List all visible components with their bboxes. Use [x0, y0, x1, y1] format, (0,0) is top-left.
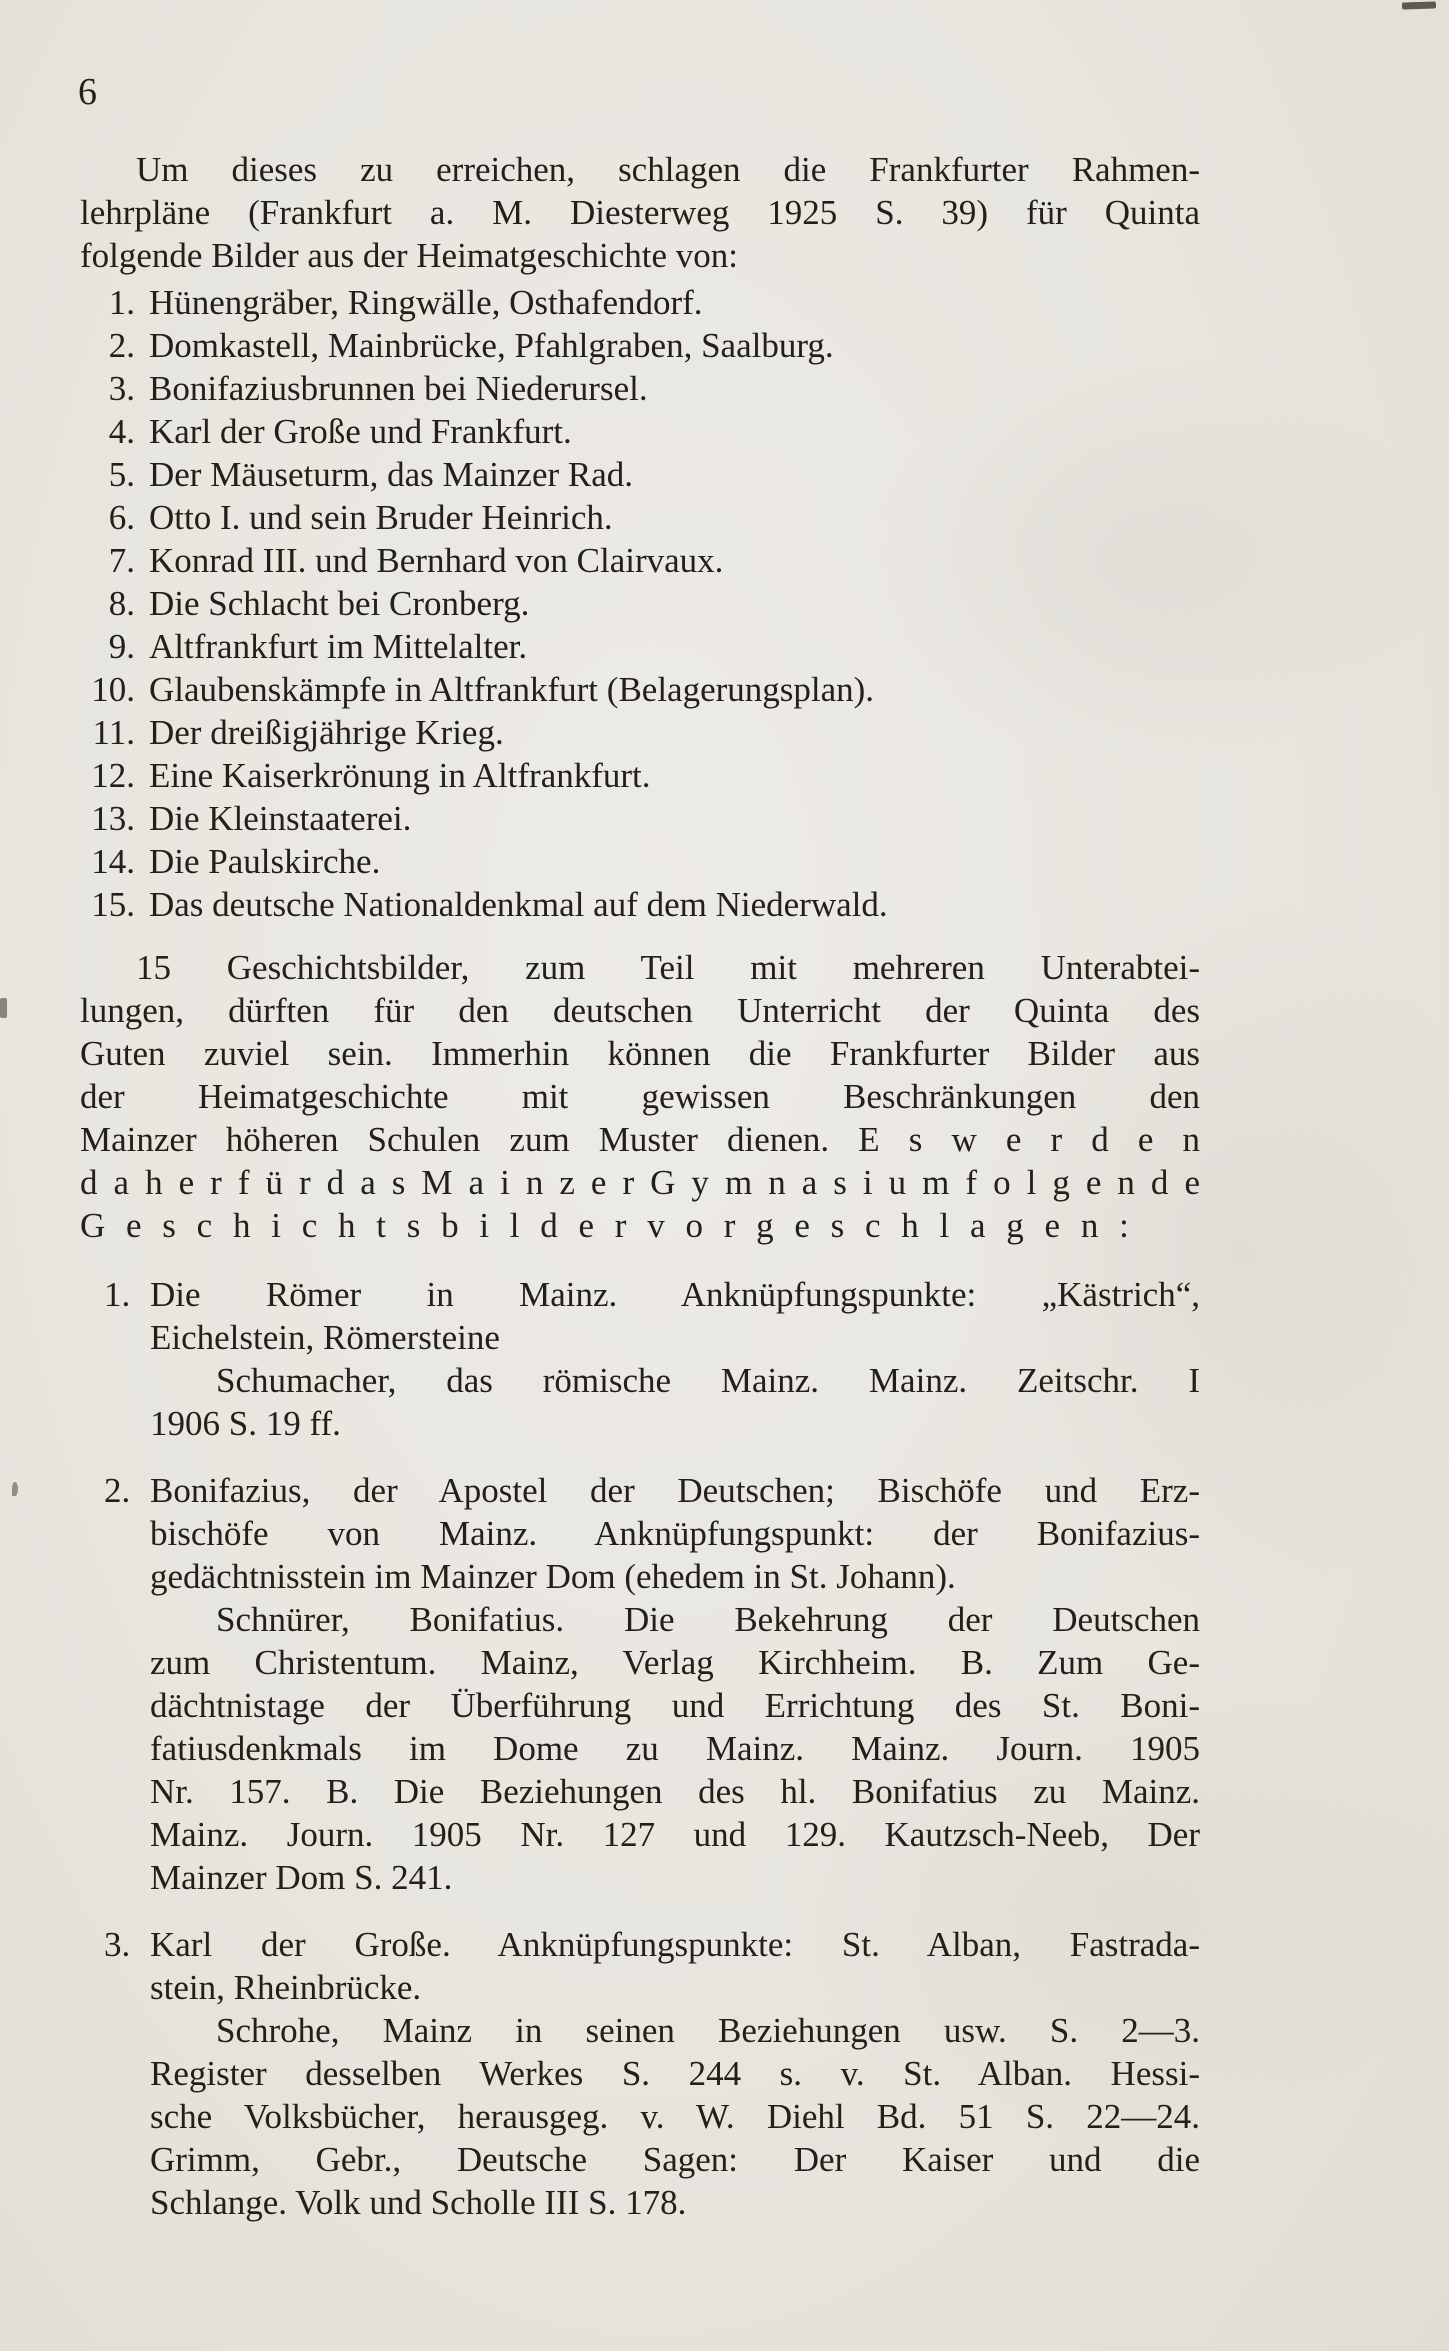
proposal-number: 3. — [104, 1925, 131, 1964]
list-item-number: 5. — [108, 455, 135, 494]
list-item — [80, 754, 1200, 797]
text-line: Nr. 157. B. Die Beziehungen des hl. Bonifatius zu Mainz. — [150, 1772, 1200, 1811]
list-item — [80, 367, 1200, 410]
list-item-text: Die Schlacht bei Cronberg. — [149, 584, 530, 623]
list-item — [80, 410, 1200, 453]
text-line: Guten zuviel sein. Immerhin können die Frankfurter Bilder aus — [80, 1034, 1200, 1073]
proposal-head — [150, 1923, 1200, 2009]
list-item-number: 9. — [108, 627, 135, 666]
list-item — [80, 797, 1200, 840]
text-line: Bonifazius, der Apostel der Deutschen; Bischöfe und Erz- — [150, 1471, 1200, 1510]
list-item — [80, 625, 1200, 668]
list-item-text: Altfrankfurt im Mittelalter. — [149, 627, 528, 666]
list-item-text: Der Mäuseturm, das Mainzer Rad. — [149, 455, 634, 494]
list-item — [80, 711, 1200, 754]
list-item-text: Bonifaziusbrunnen bei Niederursel. — [149, 369, 648, 408]
page-number: 6 — [78, 71, 97, 113]
text-line: Schnürer, Bonifatius. Die Bekehrung der Deutschen — [216, 1600, 1200, 1639]
list-item-number: 13. — [91, 799, 135, 838]
paragraph-discussion — [80, 946, 1200, 1247]
text-line: Eichelstein, Römersteine — [150, 1318, 500, 1357]
scan-artifact — [1402, 1, 1436, 9]
list-item — [80, 496, 1200, 539]
text-line: gedächtnisstein im Mainzer Dom (ehedem in St. Johann). — [150, 1557, 956, 1596]
list-item-number: 11. — [92, 713, 135, 752]
text-line: Schumacher, das römische Mainz. Mainz. Zeitschr. I — [216, 1361, 1200, 1400]
text-line: lehrpläne (Frankfurt a. M. Diesterweg 1925 S. 39) für Quinta — [80, 193, 1200, 232]
list-item — [80, 582, 1200, 625]
text-line: folgende Bilder aus der Heimatgeschichte von: — [80, 236, 738, 275]
text-line: 15 Geschichtsbilder, zum Teil mit mehreren Unterabtei- — [136, 948, 1200, 987]
list-item-text: Domkastell, Mainbrücke, Pfahlgraben, Saalburg. — [149, 326, 834, 365]
page-content — [80, 148, 1200, 2224]
list-item-number: 4. — [108, 412, 135, 451]
text-line: Register desselben Werkes S. 244 s. v. St. Alban. Hessi- — [150, 2054, 1200, 2093]
list-item — [80, 668, 1200, 711]
text-line: fatiusdenkmals im Dome zu Mainz. Mainz. Journ. 1905 — [150, 1729, 1200, 1768]
text-line: Schrohe, Mainz in seinen Beziehungen usw. S. 2—3. — [216, 2011, 1200, 2050]
proposal-number: 1. — [104, 1275, 131, 1314]
text-line: G e s c h i c h t s b i l d e r v o r g e s c h l a g e n : — [80, 1206, 1135, 1245]
list-item-text: Karl der Große und Frankfurt. — [149, 412, 572, 451]
list-item-text: Die Kleinstaaterei. — [149, 799, 412, 838]
list-item-number: 1. — [108, 283, 135, 322]
proposal-reference — [150, 1598, 1200, 1899]
list-item — [80, 453, 1200, 496]
scan-artifact — [12, 1482, 18, 1496]
list-item — [80, 324, 1200, 367]
text-line: Mainz. Journ. 1905 Nr. 127 und 129. Kautzsch-Neeb, Der — [150, 1815, 1200, 1854]
text-line: lungen, dürften für den deutschen Unterricht der Quinta des — [80, 991, 1200, 1030]
text-line: Mainzer höheren Schulen zum Muster dienen. E s w e r d e n — [80, 1120, 1200, 1159]
text-line: zum Christentum. Mainz, Verlag Kirchheim. B. Zum Ge- — [150, 1643, 1200, 1682]
list-item-text: Glaubenskämpfe in Altfrankfurt (Belagerungsplan). — [149, 670, 875, 709]
proposal-body — [150, 1469, 1200, 1899]
list-item-text: Das deutsche Nationaldenkmal auf dem Niederwald. — [149, 885, 888, 924]
text-line: sche Volksbücher, herausgeg. v. W. Diehl Bd. 51 S. 22—24. — [150, 2097, 1200, 2136]
scan-artifact — [0, 998, 7, 1018]
text-line: dächtnistage der Überführung und Errichtung des St. Boni- — [150, 1686, 1200, 1725]
proposal-head — [150, 1273, 1200, 1359]
list-item-text: Der dreißigjährige Krieg. — [149, 713, 504, 752]
list-item-text: Eine Kaiserkrönung in Altfrankfurt. — [149, 756, 651, 795]
proposal-reference — [150, 1359, 1200, 1445]
list-item-number: 15. — [91, 885, 135, 924]
list-item-number: 10. — [91, 670, 135, 709]
list-item-number: 7. — [108, 541, 135, 580]
text-line: der Heimatgeschichte mit gewissen Beschränkungen den — [80, 1077, 1200, 1116]
text-line: Grimm, Gebr., Deutsche Sagen: Der Kaiser und die — [150, 2140, 1200, 2179]
list-item — [80, 883, 1200, 926]
text-line: Schlange. Volk und Scholle III S. 178. — [150, 2183, 687, 2222]
proposal-number: 2. — [104, 1471, 131, 1510]
proposal-body — [150, 1923, 1200, 2224]
proposal-item-3 — [80, 1923, 1200, 2224]
list-item — [80, 281, 1200, 324]
text-line: Um dieses zu erreichen, schlagen die Frankfurter Rahmen- — [136, 150, 1200, 189]
list-item-text: Hünengräber, Ringwälle, Osthafendorf. — [149, 283, 703, 322]
list-item — [80, 840, 1200, 883]
proposal-head — [150, 1469, 1200, 1598]
text-line: stein, Rheinbrücke. — [150, 1968, 422, 2007]
list-item-number: 2. — [108, 326, 135, 365]
list-item-text: Otto I. und sein Bruder Heinrich. — [149, 498, 613, 537]
paragraph-intro — [80, 148, 1200, 277]
text-line: Mainzer Dom S. 241. — [150, 1858, 453, 1897]
text-line: Karl der Große. Anknüpfungspunkte: St. Alban, Fastrada- — [150, 1925, 1200, 1964]
text-line: d a h e r f ü r d a s M a i n z e r G y m n a s i u m f o l g e n d e — [80, 1163, 1200, 1202]
text-line: bischöfe von Mainz. Anknüpfungspunkt: der Bonifazius- — [150, 1514, 1200, 1553]
list-item — [80, 539, 1200, 582]
list-item-number: 6. — [108, 498, 135, 537]
text-line: Die Römer in Mainz. Anknüpfungspunkte: „Kästrich“, — [150, 1275, 1200, 1314]
text-line: 1906 S. 19 ff. — [150, 1404, 341, 1443]
proposal-reference — [150, 2009, 1200, 2224]
list-item-number: 12. — [91, 756, 135, 795]
list-item-number: 8. — [108, 584, 135, 623]
proposal-body — [150, 1273, 1200, 1445]
list-item-number: 3. — [108, 369, 135, 408]
list-item-number: 14. — [91, 842, 135, 881]
proposal-item-1 — [80, 1273, 1200, 1445]
list-item-text: Die Paulskirche. — [149, 842, 381, 881]
proposal-item-2 — [80, 1469, 1200, 1899]
history-pictures-list — [80, 281, 1200, 926]
list-item-text: Konrad III. und Bernhard von Clairvaux. — [149, 541, 724, 580]
